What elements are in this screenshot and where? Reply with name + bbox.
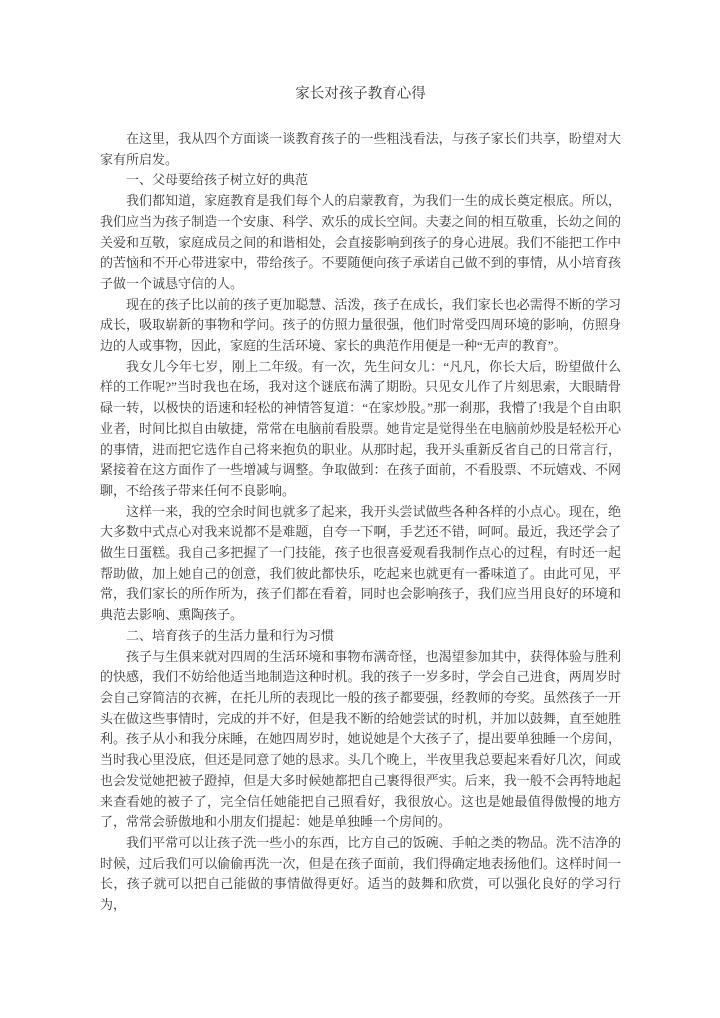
paragraph: 孩子与生俱来就对四周的生活环境和事物布满奇怪，也渴望参加其中，获得体验与胜利的快感，我们不妨给他适当地制造这种时机。我的孩子一岁多时，学会自己进食，两周岁时会自己穿简洁的衣裤，在托儿所的表现比一般的孩子都要强，经教师的夸奖。虽然孩子一开头在做这些事情时，完成的并不好，但是我不断的给她尝试的时机，并加以鼓舞，直至她胜利。孩子从小和我分床睡，在她四周岁时，她说她是个大孩子了，提出要单独睡一个房间，当时我心里没底，但还是同意了她的恳求。头几个晚上，半夜里我总要起来看好几次，间或也会发觉她把被子蹬掉，但是大多时候她都把自己裹得很严实。后来，我一般不会再特地起来查看她的被子了，完全信任她能把自己照看好，我很放心。这也是她最值得傲慢的地方了，常常会骄傲地和小朋友们提起：她是单独睡一个房间的。: [100, 648, 621, 830]
paragraph: 我们平常可以让孩子洗一些小的东西，比方自己的饭碗、手帕之类的物品。洗不洁净的时候，过后我们可以偷偷再洗一次，但是在孩子面前，我们得确定地表扬他们。这样时间一长，孩子就可以把自己能做的事情做得更好。适当的鼓舞和欣赏，可以强化良好的学习行为，: [100, 834, 621, 913]
section-heading: 一、父母要给孩子树立好的典范: [126, 172, 309, 188]
paragraph: 我们都知道，家庭教育是我们每个人的启蒙教育，为我们一生的成长奠定根底。所以，我们应当为孩子制造一个安康、科学、欢乐的成长空间。夫妻之间的相互敬重，长幼之间的关爱和互敬，家庭成员之间的和谐相处，会直接影响到孩子的身心进展。我们不能把工作中的苦恼和不开心带进家中，带给孩子。不要随便向孩子承诺自己做不到的事情，从小培育孩子做一个诚恳守信的人。: [100, 193, 621, 291]
section-heading: 二、培育孩子的生活力量和行为习惯: [126, 627, 335, 643]
paragraph: 在这里，我从四个方面谈一谈教育孩子的一些粗浅看法，与孩子家长们共享，盼望对大家有所启发。: [100, 131, 621, 167]
paragraph: 我女儿今年七岁，刚上二年级。有一次，先生问女儿：“凡凡，你长大后，盼望做什么样的工作呢?”当时我也在场，我对这个谜底布满了期盼。只见女儿作了片刻思索，大眼睛骨碌一转，以极快的语速和轻松的神情答复道：“在家炒股。”那一刹那，我懵了!我是个自由职业者，时间比拟自由敏捷，常常在电脑前看股票。她肯定是觉得坐在电脑前炒股是轻松开心的事情，进而把它选作自己将来抱负的职业。从那时起，我开头重新反省自己的日常言行，紧接着在这方面作了一些增减与调整。争取做到：在孩子面前，不看股票、不玩嬉戏、不网聊，不给孩子带来任何不良影响。: [100, 358, 621, 498]
document-title: 家长对孩子教育心得: [295, 86, 426, 102]
paragraph: 现在的孩子比以前的孩子更加聪慧、活泼，孩子在成长，我们家长也必需得不断的学习成长，吸取崭新的事物和学问。孩子的仿照力量很强，他们时常受四周环境的影响，仿照身边的人或事物，因此，家庭的生活环境、家长的典范作用便是一种“无声的教育”。: [100, 296, 621, 354]
paragraph: 这样一来，我的空余时间也就多了起来，我开头尝试做些各种各样的小点心。现在，绝大多数中式点心对我来说都不是难题，自夸一下啊，手艺还不错，呵呵。最近，我还学会了做生日蛋糕。我自己多把握了一门技能，孩子也很喜爱观看我制作点心的过程，有时还一起帮助做，加上她自己的创意，我们彼此都快乐，吃起来也就更有一番味道了。由此可见，平常，我们家长的所作所为，孩子们都在看着，同时也会影响孩子，我们应当用良好的环境和典范去影响、熏陶孩子。: [100, 503, 621, 623]
document-body: [100, 129, 621, 916]
